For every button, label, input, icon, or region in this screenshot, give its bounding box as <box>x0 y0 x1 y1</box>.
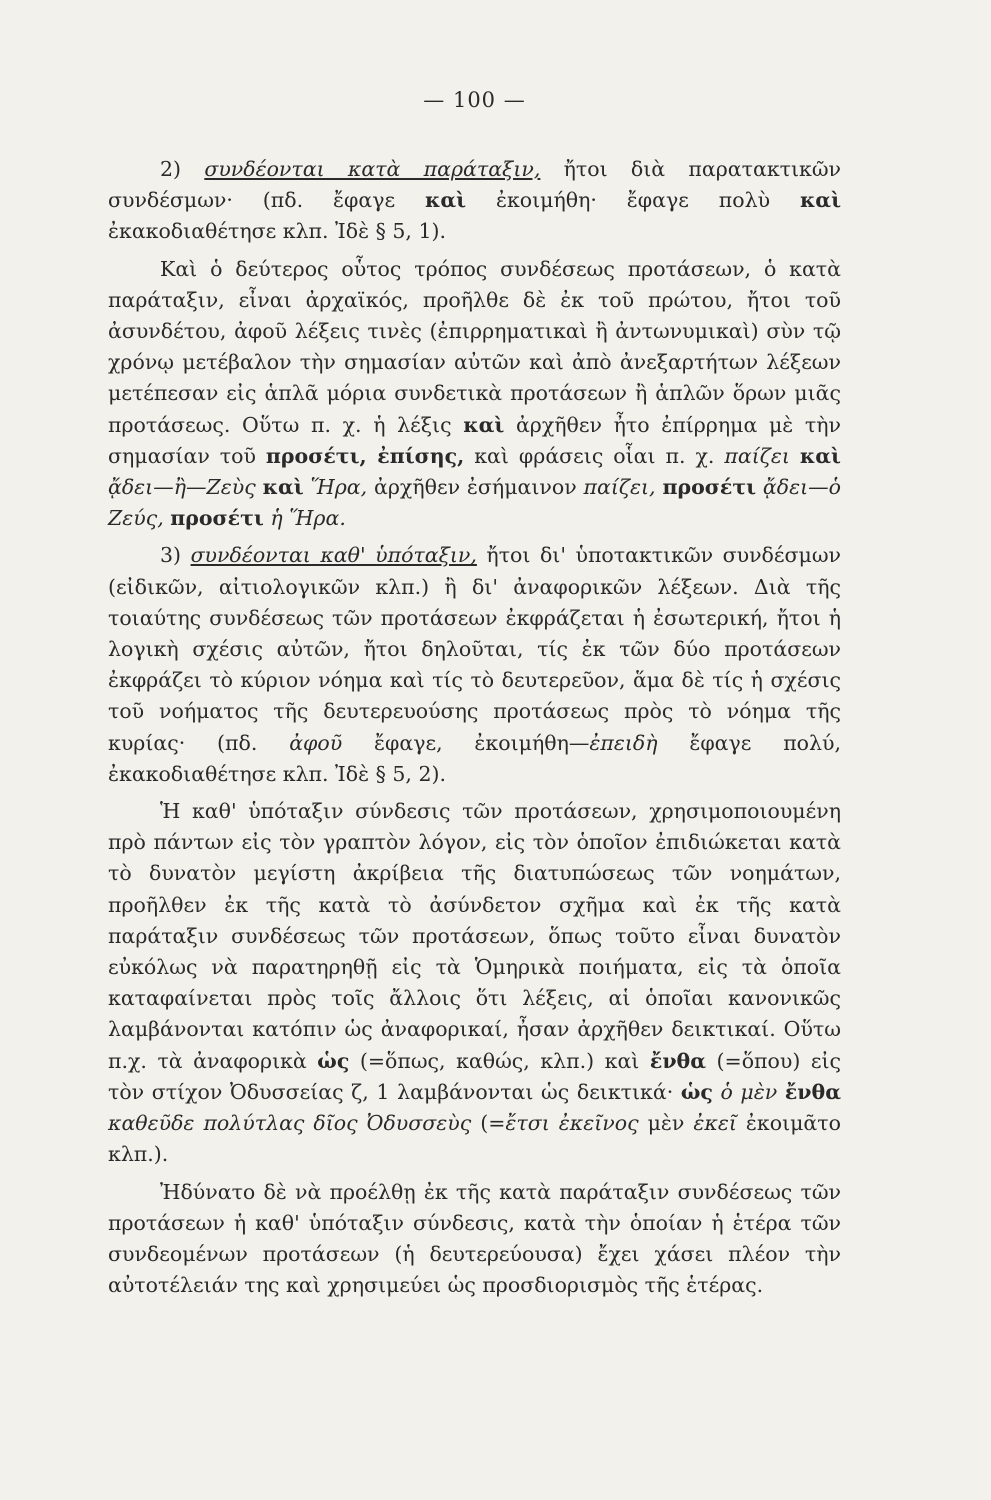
text-run: ἐκακοδιαθέτησε κλπ. Ἰδὲ § 5, 1). <box>108 219 446 244</box>
text-run: (=ὅπως, καθώς, κλπ.) καὶ <box>349 1048 650 1073</box>
italic-word: ᾄδει—ὁ Ζεύς, <box>108 475 841 531</box>
bold-word: καὶ <box>425 188 467 213</box>
text-run: (= <box>471 1111 506 1136</box>
bold-word: ἔνθα <box>784 1079 841 1104</box>
text-run: ἐκοιμᾶτο κλπ.). <box>108 1111 841 1167</box>
paragraph-kai-deuteros <box>108 254 841 535</box>
text-run: Καὶ ὁ δεύτερος οὗτος τρόπος συνδέσεως προτάσεων, ὁ κατὰ παράταξιν, εἶναι ἀρχαϊκός, προῆλθε δὲ ἐκ τοῦ πρώτου, ἤτοι τοῦ ἀσυνδέτου, ἀφοῦ λέξεις τινὲς (ἐπιρρηματικαὶ ἢ ἀντωνυμικαὶ) σὺν τῷ χρόνῳ μετέβαλον τὴν σημασίαν αὐτῶν καὶ ἀπὸ ἀνεξαρτήτων λέξεων μετέπεσαν εἰς ἁπλᾶ μόρια συνδετικὰ προτάσεων ἢ ἁπλῶν ὅρων μιᾶς προτάσεως. Οὕτω π. χ. ἡ λέξις <box>108 256 841 437</box>
text-run: Ἠδύνατο δὲ νὰ προέλθῃ ἐκ τῆς κατὰ παράταξιν συνδέσεως τῶν προτάσεων ἡ καθ' ὑπόταξιν σύνδεσις, κατὰ τὴν ὁποίαν ἡ ἑτέρα τῶν συνδεομένων προτάσεων (ἡ δευτερεύουσα) ἔχει χάσει πλέον τὴν αὐτοτέλειάν της καὶ χρησιμεύει ὡς προσδιορισμὸς τῆς ἑτέρας. <box>108 1179 841 1298</box>
bold-word: ὡς <box>680 1079 713 1104</box>
paragraph-kath-hypotaxin <box>108 796 841 1170</box>
paragraph-idynato <box>108 1177 841 1302</box>
italic-word: ἐκεῖ <box>693 1111 737 1136</box>
text-run: μὲν <box>638 1111 694 1136</box>
italic-word: ὁ μὲν <box>720 1079 778 1104</box>
bold-word: καὶ <box>799 188 841 213</box>
list-number: 3) <box>160 543 191 568</box>
list-number: 2) <box>160 157 205 181</box>
italic-word: παίζει, <box>583 475 656 500</box>
bold-word: προσέτι, ἐπίσης, <box>265 443 465 468</box>
italic-word: ᾄδει—ἢ—Ζεὺς <box>108 475 256 500</box>
italic-word: ἔτσι ἐκεῖνος <box>505 1111 639 1136</box>
bold-word: καὶ <box>799 443 841 468</box>
page-number: — 100 — <box>423 88 526 112</box>
italic-word: ἡ Ἥρα. <box>270 506 346 531</box>
italic-heading: συνδέονται κατὰ παράταξιν, <box>204 157 541 181</box>
text-run: ἀρχῆθεν ἦτο ἐπίρρημα μὲ τὴν σημασίαν τοῦ <box>108 412 842 468</box>
bold-word: καὶ <box>463 412 505 437</box>
text-run: ἔφαγε πολύ, ἐκακοδιαθέτησε κλπ. Ἰδὲ § 5, 2). <box>108 730 841 786</box>
italic-word: παίζει <box>724 443 790 468</box>
text-run: καὶ φράσεις οἷαι π. χ. <box>464 443 725 468</box>
text-run: Ἡ καθ' ὑπόταξιν σύνδεσις τῶν προτάσεων, χρησιμοποιουμένη πρὸ πάντων εἰς τὸν γραπτὸν λόγον, εἰς τὸν ὁποῖον ἐπιδιώκεται κατὰ τὸ δυνατὸν μεγίστη ἀκρίβεια τῆς διατυπώσεως τῶν νοημάτων, προῆλθεν ἐκ τῆς κατὰ τὸ ἀσύνδετον σχῆμα καὶ ἐκ τῆς κατὰ παράταξιν συνδέσεως τῶν προτάσεων, ὅπως τοῦτο εἶναι δυνατὸν εὐκόλως νὰ παρατηρηθῇ εἰς τὰ Ὁμηρικὰ ποιήματα, εἰς τὰ ὁποῖα καταφαίνεται πρὸς τοῖς ἄλλοις ὅτι λέξεις, αἱ ὁποῖαι κανονικῶς λαμβάνονται κατόπιν ὡς ἀναφορικαί, ἦσαν ἀρχῆθεν δεικτικαί. Οὕτω π.χ. τὰ ἀναφορικὰ <box>108 799 841 1073</box>
bold-word: προσέτι <box>170 506 264 531</box>
bold-word: καὶ <box>262 475 304 500</box>
text-run: ἐκοιμήθη· ἔφαγε πολὺ <box>466 188 800 213</box>
text-run: ἔφαγε, ἐκοιμήθη— <box>342 730 590 755</box>
bold-word: ὡς <box>317 1048 350 1073</box>
italic-word: ἀφοῦ <box>289 730 343 755</box>
italic-word: Ἥρα, <box>310 475 368 500</box>
paragraph-2 <box>108 154 841 248</box>
text-run: ἀρχῆθεν ἐσήμαινον <box>367 475 584 500</box>
italic-quote: καθεῦδε πολύτλας δῖος Ὀδυσσεὺς <box>108 1111 472 1136</box>
text-run: ἤτοι διὰ παρατακτικῶν συνδέσμων· (πδ. ἔφαγε <box>108 157 842 213</box>
bold-word: ἔνθα <box>649 1048 706 1073</box>
bold-word: προσέτι <box>662 475 757 500</box>
italic-heading: συνδέονται καθ' ὑπόταξιν, <box>190 543 477 568</box>
paragraph-3 <box>108 540 841 790</box>
italic-word: ἐπειδὴ <box>589 730 658 755</box>
text-run: (=ὅπου) εἰς τὸν στίχον Ὀδυσσείας ζ, 1 λαμβάνονται ὡς δεικτικά· <box>108 1048 841 1104</box>
text-run: ἤτοι δι' ὑποτακτικῶν συνδέσμων (εἰδικῶν, αἰτιολογικῶν κλπ.) ἢ δι' ἀναφορικῶν λέξεων. Διὰ τῆς τοιαύτης συνδέσεως τῶν προτάσεων ἐκφράζεται ἡ ἐσωτερική, ἤτοι ἡ λογικὴ σχέσις αὐτῶν, ἤτοι δηλοῦται, τίς ἐκ τῶν δύο προτάσεων ἐκφράζει τὸ κύριον νόημα καὶ τίς τὸ δευτερεῦον, ἅμα δὲ τίς ἡ σχέσις τοῦ νοήματος τῆς δευτερευούσης προτάσεως πρὸς τὸ νόημα τῆς κυρίας· (πδ. <box>108 543 842 755</box>
